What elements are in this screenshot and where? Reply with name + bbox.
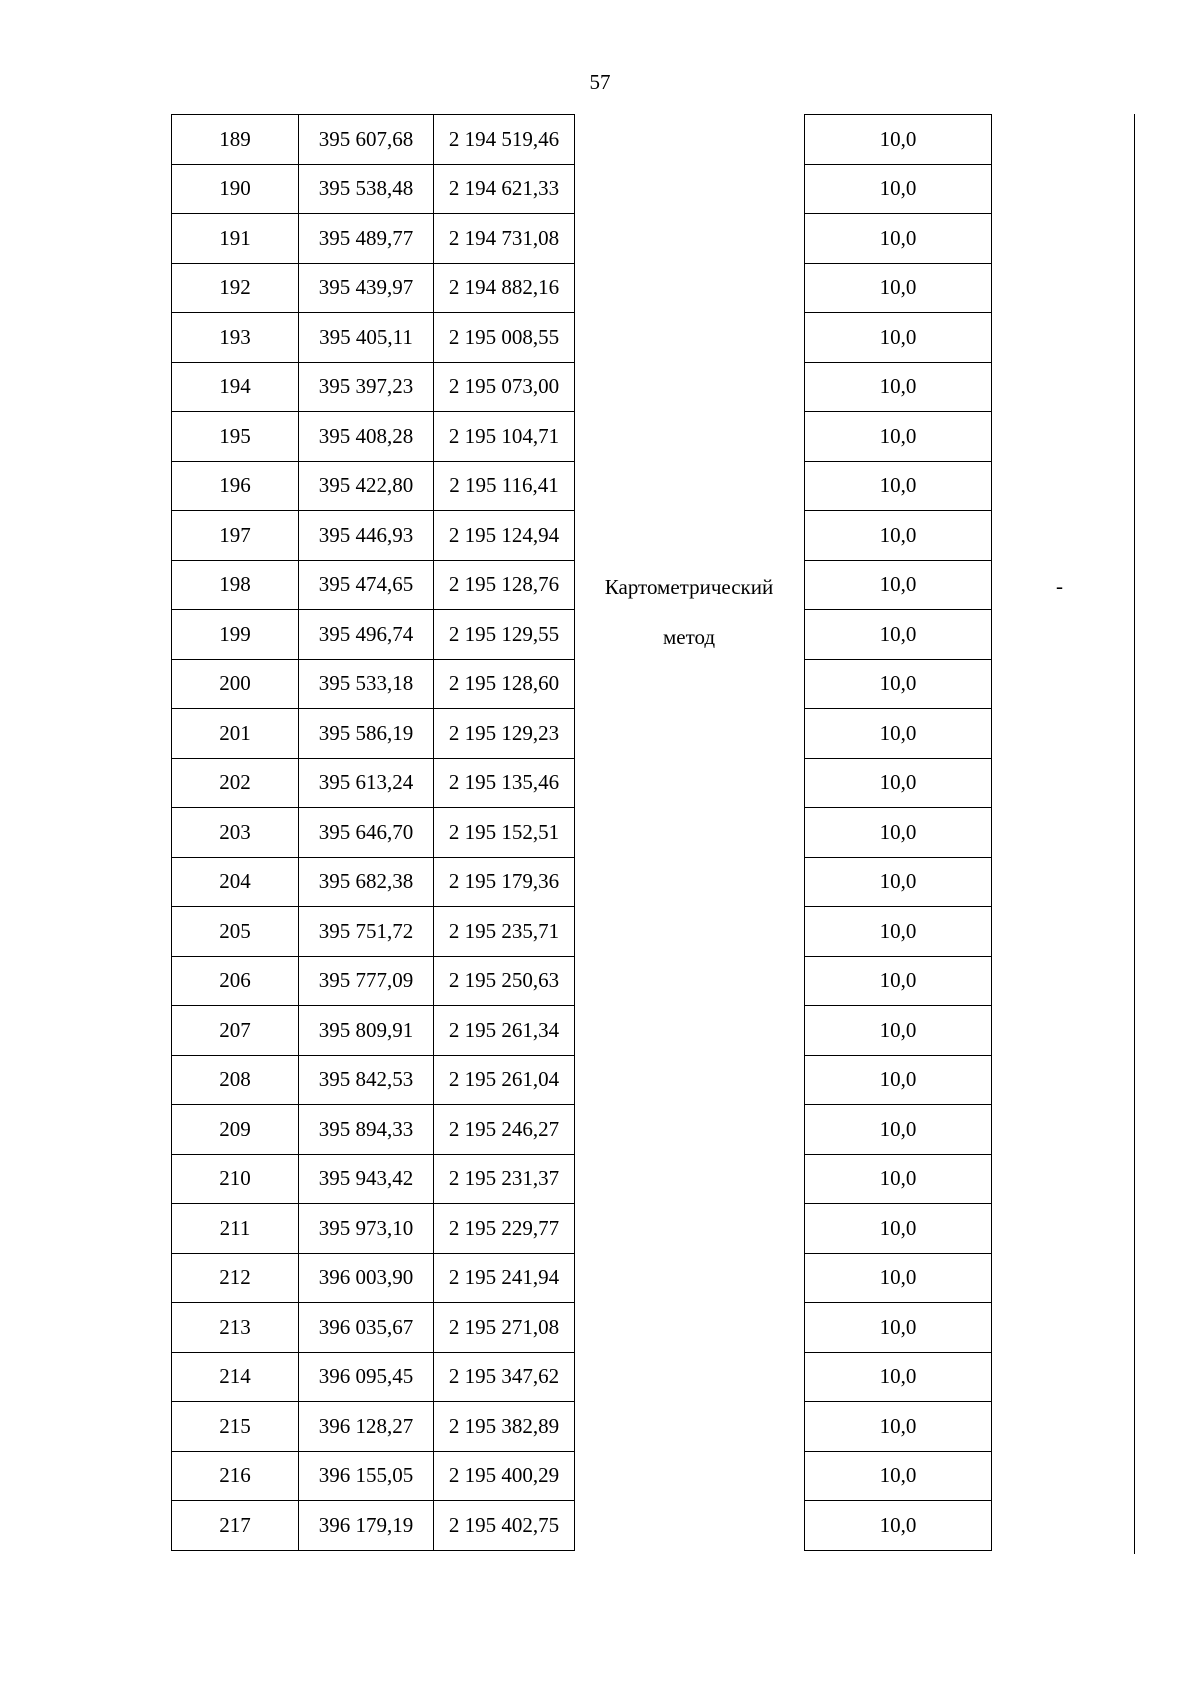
point-number-cell: 200 xyxy=(172,659,299,709)
y-coordinate-cell: 2 195 235,71 xyxy=(434,907,575,957)
table-row xyxy=(172,610,575,660)
table-row xyxy=(805,412,992,462)
y-coordinate-cell: 2 195 241,94 xyxy=(434,1253,575,1303)
y-coordinate-cell: 2 195 246,27 xyxy=(434,1105,575,1155)
point-number-cell: 194 xyxy=(172,362,299,412)
table-row xyxy=(172,1204,575,1254)
x-coordinate-cell: 395 613,24 xyxy=(299,758,434,808)
accuracy-cell: 10,0 xyxy=(805,560,992,610)
y-coordinate-cell: 2 195 135,46 xyxy=(434,758,575,808)
x-coordinate-cell: 395 751,72 xyxy=(299,907,434,957)
table-row xyxy=(805,659,992,709)
point-number-cell: 198 xyxy=(172,560,299,610)
accuracy-cell: 10,0 xyxy=(805,709,992,759)
x-coordinate-cell: 395 973,10 xyxy=(299,1204,434,1254)
table-row xyxy=(172,560,575,610)
y-coordinate-cell: 2 195 073,00 xyxy=(434,362,575,412)
page-number: 57 xyxy=(589,70,611,94)
x-coordinate-cell: 395 682,38 xyxy=(299,857,434,907)
point-number-cell: 209 xyxy=(172,1105,299,1155)
accuracy-cell: 10,0 xyxy=(805,1253,992,1303)
table-row xyxy=(805,1154,992,1204)
x-coordinate-cell: 395 422,80 xyxy=(299,461,434,511)
y-coordinate-cell: 2 195 179,36 xyxy=(434,857,575,907)
table-row xyxy=(805,907,992,957)
table-row xyxy=(805,511,992,561)
point-number-cell: 191 xyxy=(172,214,299,264)
accuracy-cell: 10,0 xyxy=(805,659,992,709)
point-number-cell: 215 xyxy=(172,1402,299,1452)
x-coordinate-cell: 395 439,97 xyxy=(299,263,434,313)
accuracy-cell: 10,0 xyxy=(805,461,992,511)
table-row xyxy=(172,956,575,1006)
table-row xyxy=(172,1451,575,1501)
table-row xyxy=(805,461,992,511)
table-row xyxy=(172,115,575,165)
accuracy-cell: 10,0 xyxy=(805,758,992,808)
y-coordinate-cell: 2 194 882,16 xyxy=(434,263,575,313)
x-coordinate-cell: 396 179,19 xyxy=(299,1501,434,1551)
x-coordinate-cell: 395 538,48 xyxy=(299,164,434,214)
accuracy-cell: 10,0 xyxy=(805,907,992,957)
table-row xyxy=(172,709,575,759)
table-row xyxy=(172,1402,575,1452)
y-coordinate-cell: 2 194 731,08 xyxy=(434,214,575,264)
point-number-cell: 201 xyxy=(172,709,299,759)
accuracy-cell: 10,0 xyxy=(805,1006,992,1056)
accuracy-cell: 10,0 xyxy=(805,1105,992,1155)
accuracy-cell: 10,0 xyxy=(805,362,992,412)
y-coordinate-cell: 2 195 104,71 xyxy=(434,412,575,462)
accuracy-cell: 10,0 xyxy=(805,263,992,313)
table-row xyxy=(172,857,575,907)
accuracy-cell: 10,0 xyxy=(805,164,992,214)
table-row xyxy=(805,808,992,858)
accuracy-cell: 10,0 xyxy=(805,857,992,907)
table-row xyxy=(172,362,575,412)
accuracy-cell: 10,0 xyxy=(805,214,992,264)
y-coordinate-cell: 2 195 124,94 xyxy=(434,511,575,561)
point-number-cell: 189 xyxy=(172,115,299,165)
point-number-cell: 217 xyxy=(172,1501,299,1551)
x-coordinate-cell: 396 095,45 xyxy=(299,1352,434,1402)
x-coordinate-cell: 395 474,65 xyxy=(299,560,434,610)
table-row xyxy=(172,1352,575,1402)
table-row xyxy=(172,758,575,808)
accuracy-cell: 10,0 xyxy=(805,1501,992,1551)
table-row xyxy=(805,1253,992,1303)
y-coordinate-cell: 2 195 231,37 xyxy=(434,1154,575,1204)
x-coordinate-cell: 396 035,67 xyxy=(299,1303,434,1353)
accuracy-cell: 10,0 xyxy=(805,808,992,858)
table-row xyxy=(805,214,992,264)
table-row xyxy=(172,907,575,957)
table-row xyxy=(805,362,992,412)
table-row xyxy=(172,511,575,561)
y-coordinate-cell: 2 195 400,29 xyxy=(434,1451,575,1501)
point-number-cell: 193 xyxy=(172,313,299,363)
table-row xyxy=(805,758,992,808)
accuracy-cell: 10,0 xyxy=(805,412,992,462)
x-coordinate-cell: 395 408,28 xyxy=(299,412,434,462)
table-row xyxy=(805,1006,992,1056)
point-number-cell: 196 xyxy=(172,461,299,511)
x-coordinate-cell: 395 809,91 xyxy=(299,1006,434,1056)
table-row xyxy=(172,659,575,709)
x-coordinate-cell: 395 894,33 xyxy=(299,1105,434,1155)
point-number-cell: 195 xyxy=(172,412,299,462)
point-number-cell: 203 xyxy=(172,808,299,858)
coordinates-table xyxy=(171,114,575,1551)
table-row xyxy=(172,412,575,462)
table-row xyxy=(805,709,992,759)
point-number-cell: 216 xyxy=(172,1451,299,1501)
y-coordinate-cell: 2 195 129,23 xyxy=(434,709,575,759)
table-row xyxy=(172,461,575,511)
y-coordinate-cell: 2 194 519,46 xyxy=(434,115,575,165)
x-coordinate-cell: 396 155,05 xyxy=(299,1451,434,1501)
method-line-2: метод xyxy=(662,625,716,649)
x-coordinate-cell: 396 128,27 xyxy=(299,1402,434,1452)
accuracy-table xyxy=(804,114,992,1551)
x-coordinate-cell: 395 496,74 xyxy=(299,610,434,660)
point-number-cell: 214 xyxy=(172,1352,299,1402)
accuracy-cell: 10,0 xyxy=(805,511,992,561)
point-number-cell: 202 xyxy=(172,758,299,808)
point-number-cell: 210 xyxy=(172,1154,299,1204)
table-row xyxy=(805,263,992,313)
table-row xyxy=(172,214,575,264)
point-number-cell: 206 xyxy=(172,956,299,1006)
table-row xyxy=(805,1303,992,1353)
y-coordinate-cell: 2 195 261,04 xyxy=(434,1055,575,1105)
table-row xyxy=(172,1006,575,1056)
table-row xyxy=(805,1204,992,1254)
x-coordinate-cell: 395 607,68 xyxy=(299,115,434,165)
x-coordinate-cell: 395 943,42 xyxy=(299,1154,434,1204)
point-number-cell: 199 xyxy=(172,610,299,660)
accuracy-cell: 10,0 xyxy=(805,1055,992,1105)
y-coordinate-cell: 2 195 152,51 xyxy=(434,808,575,858)
accuracy-cell: 10,0 xyxy=(805,115,992,165)
table-row xyxy=(172,1501,575,1551)
x-coordinate-cell: 395 489,77 xyxy=(299,214,434,264)
y-coordinate-cell: 2 195 128,76 xyxy=(434,560,575,610)
table-row xyxy=(805,610,992,660)
right-border-line xyxy=(1134,114,1135,1554)
table-row xyxy=(805,857,992,907)
point-number-cell: 197 xyxy=(172,511,299,561)
point-number-cell: 205 xyxy=(172,907,299,957)
accuracy-cell: 10,0 xyxy=(805,1352,992,1402)
table-row xyxy=(805,1105,992,1155)
x-coordinate-cell: 395 405,11 xyxy=(299,313,434,363)
point-number-cell: 213 xyxy=(172,1303,299,1353)
y-coordinate-cell: 2 195 250,63 xyxy=(434,956,575,1006)
table-row xyxy=(172,1105,575,1155)
accuracy-cell: 10,0 xyxy=(805,1451,992,1501)
table-row xyxy=(805,164,992,214)
y-coordinate-cell: 2 195 402,75 xyxy=(434,1501,575,1551)
table-row xyxy=(172,1253,575,1303)
table-row xyxy=(172,263,575,313)
accuracy-cell: 10,0 xyxy=(805,1204,992,1254)
y-coordinate-cell: 2 195 271,08 xyxy=(434,1303,575,1353)
table-row xyxy=(172,313,575,363)
point-number-cell: 207 xyxy=(172,1006,299,1056)
table-row xyxy=(805,1451,992,1501)
accuracy-cell: 10,0 xyxy=(805,313,992,363)
table-row xyxy=(172,808,575,858)
x-coordinate-cell: 395 533,18 xyxy=(299,659,434,709)
table-row xyxy=(172,164,575,214)
point-number-cell: 211 xyxy=(172,1204,299,1254)
table-row xyxy=(805,560,992,610)
x-coordinate-cell: 395 842,53 xyxy=(299,1055,434,1105)
method-cell xyxy=(577,562,801,662)
accuracy-cell: 10,0 xyxy=(805,1154,992,1204)
accuracy-cell: 10,0 xyxy=(805,956,992,1006)
accuracy-cell: 10,0 xyxy=(805,1303,992,1353)
point-number-cell: 204 xyxy=(172,857,299,907)
y-coordinate-cell: 2 194 621,33 xyxy=(434,164,575,214)
table-row xyxy=(172,1055,575,1105)
table-row xyxy=(805,1055,992,1105)
y-coordinate-cell: 2 195 347,62 xyxy=(434,1352,575,1402)
table-row xyxy=(805,115,992,165)
y-coordinate-cell: 2 195 129,55 xyxy=(434,610,575,660)
x-coordinate-cell: 395 397,23 xyxy=(299,362,434,412)
x-coordinate-cell: 395 646,70 xyxy=(299,808,434,858)
x-coordinate-cell: 395 777,09 xyxy=(299,956,434,1006)
table-row xyxy=(805,1501,992,1551)
table-row xyxy=(805,1352,992,1402)
table-row xyxy=(805,313,992,363)
y-coordinate-cell: 2 195 008,55 xyxy=(434,313,575,363)
table-row xyxy=(172,1303,575,1353)
accuracy-cell: 10,0 xyxy=(805,1402,992,1452)
point-number-cell: 192 xyxy=(172,263,299,313)
point-number-cell: 190 xyxy=(172,164,299,214)
method-line-1: Картометрический xyxy=(604,575,774,599)
table-row xyxy=(805,956,992,1006)
y-coordinate-cell: 2 195 116,41 xyxy=(434,461,575,511)
y-coordinate-cell: 2 195 229,77 xyxy=(434,1204,575,1254)
point-number-cell: 208 xyxy=(172,1055,299,1105)
table-row xyxy=(805,1402,992,1452)
x-coordinate-cell: 395 446,93 xyxy=(299,511,434,561)
x-coordinate-cell: 395 586,19 xyxy=(299,709,434,759)
table-row xyxy=(172,1154,575,1204)
y-coordinate-cell: 2 195 261,34 xyxy=(434,1006,575,1056)
accuracy-cell: 10,0 xyxy=(805,610,992,660)
dash-cell: - xyxy=(1056,574,1063,598)
y-coordinate-cell: 2 195 382,89 xyxy=(434,1402,575,1452)
y-coordinate-cell: 2 195 128,60 xyxy=(434,659,575,709)
point-number-cell: 212 xyxy=(172,1253,299,1303)
x-coordinate-cell: 396 003,90 xyxy=(299,1253,434,1303)
